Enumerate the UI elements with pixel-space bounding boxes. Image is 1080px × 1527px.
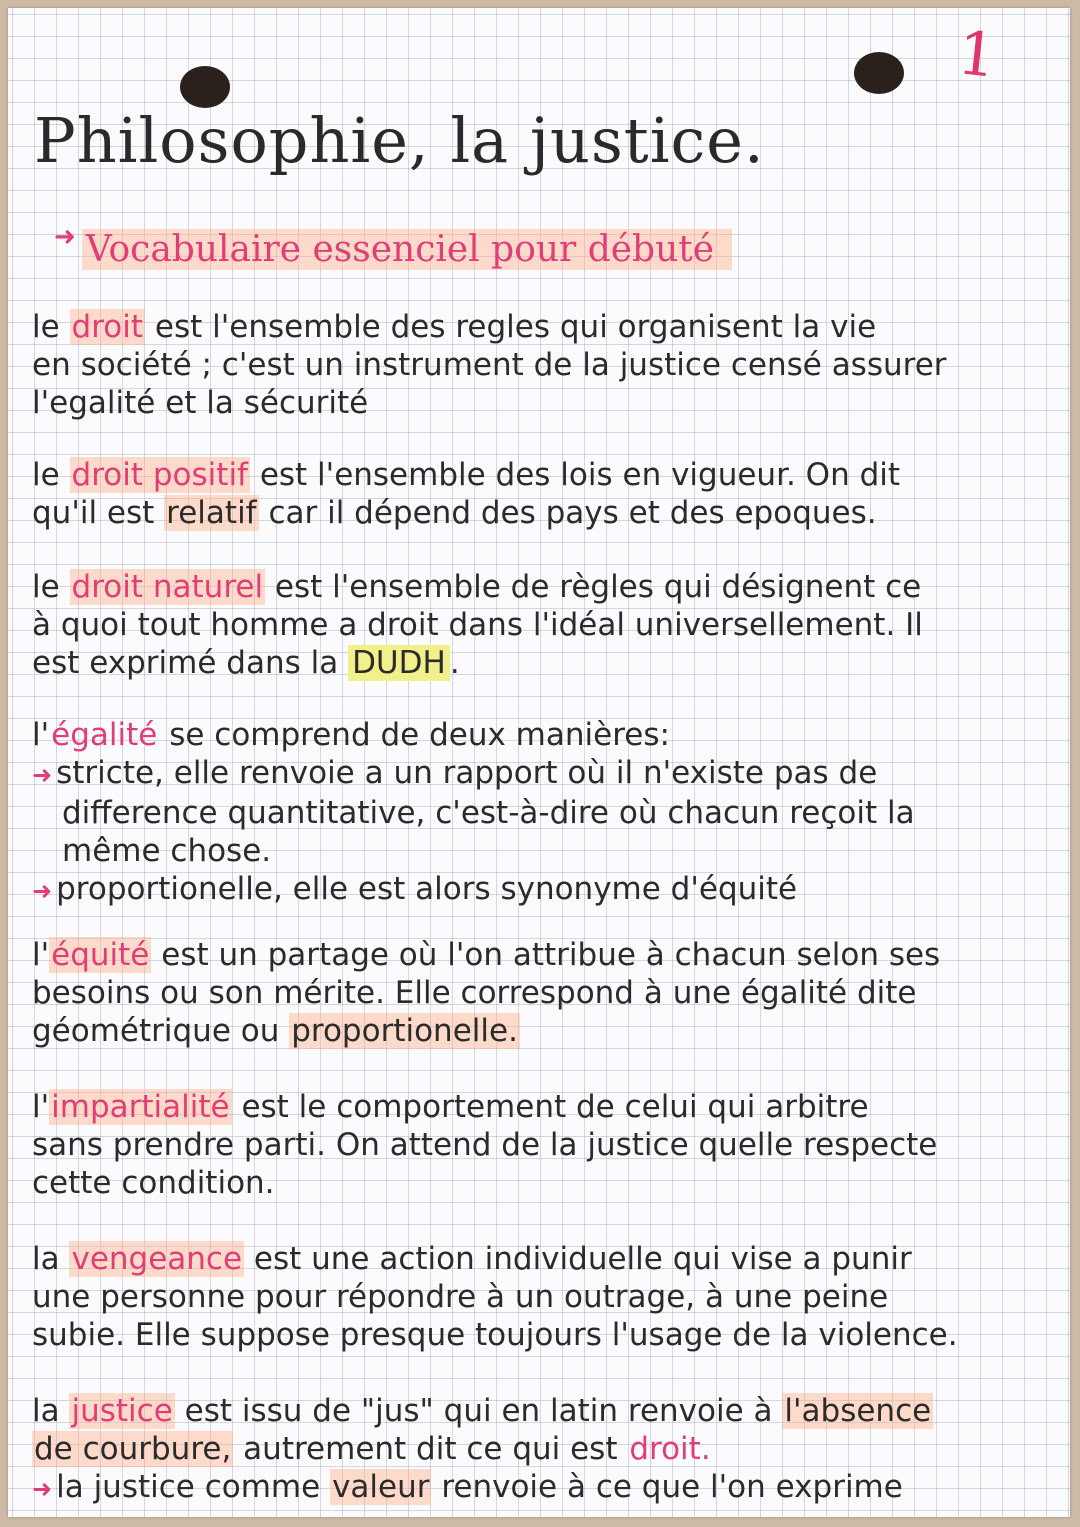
term-valeur: valeur [332,1469,430,1505]
term-impartialite: impartialité [51,1089,230,1125]
arrow-right-icon: ➜ [32,877,53,905]
term-droit-justice: droit. [629,1431,711,1467]
term-relatif: relatif [166,495,257,531]
definition-egalite: l'égalité se comprend de deux manières: ➜ stricte, elle renvoie a un rapport où il n'existe pas de difference quantitative, c'est-à-dire où chacun reçoit la même chose. ➜ proportionelle, elle est alors synonyme d'équité [32,717,915,907]
notebook-page [8,8,1070,1517]
definition-equite: l'équité est un partage où l'on attribue à chacun selon ses besoins ou son mérite. Elle correspond à une égalité dite géométrique ou proportionelle. [32,937,941,1049]
punch-hole-left [180,66,230,108]
punch-hole-right [854,52,904,94]
term-vengeance: vengeance [71,1241,243,1277]
definition-impartialite: l'impartialité est le comportement de celui qui arbitre sans prendre parti. On attend de la justice quelle respecte cette condition. [32,1089,938,1201]
term-justice: justice [71,1393,173,1429]
definition-droit-naturel: le droit naturel est l'ensemble de règles qui désignent ce à quoi tout homme a droit dans l'idéal universellement. Il est exprimé dans la DUDH . [32,569,923,681]
page-title: Philosophie, la justice. [34,104,765,177]
arrow-right-icon: ➜ [32,761,53,789]
term-egalite: égalité [51,717,158,753]
page-number: 1 [954,18,1000,92]
arrow-right-icon: ➜ [54,222,76,252]
subtitle: Vocabulaire essenciel pour débuté [82,229,732,270]
definition-droit: le droit est l'ensemble des regles qui organisent la vie en société ; c'est un instrument de la justice censé assurer l'egalité et la sécurité [32,309,947,421]
term-droit-positif: droit positif [71,457,248,493]
term-dudh: DUDH [348,645,450,681]
term-droit-naturel: droit naturel [71,569,264,605]
term-droit: droit [71,309,144,345]
term-proportionelle: proportionelle. [291,1013,518,1049]
subtitle-row [54,222,732,270]
definition-justice: la justice est issu de "jus" qui en latin renvoie à l'absence de courbure, autrement dit ce qui est droit. ➜ la justice comme valeur renvoie à ce que l'on exprime [32,1393,932,1505]
definition-droit-positif: le droit positif est l'ensemble des lois en vigueur. On dit qu'il est relatif car il dépend des pays et des epoques. [32,457,901,531]
term-equite: équité [51,937,150,973]
arrow-right-icon: ➜ [32,1475,53,1503]
definition-vengeance: la vengeance est une action individuelle qui vise a punir une personne pour répondre à un outrage, à une peine subie. Elle suppose presque toujours l'usage de la violence. [32,1241,958,1353]
